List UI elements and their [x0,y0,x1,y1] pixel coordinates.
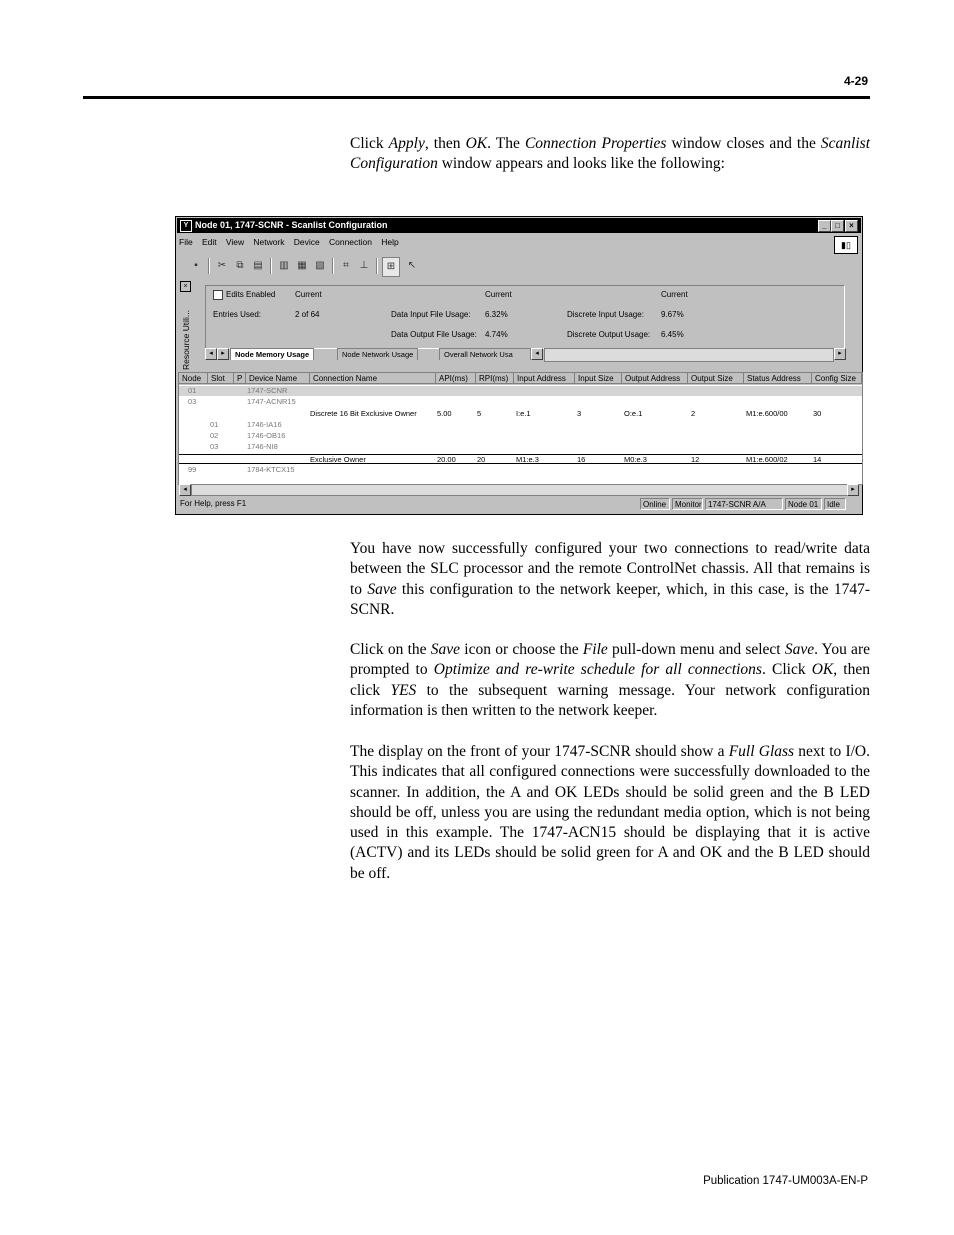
para3-ok: OK [811,661,834,679]
edits-enabled-label: Edits Enabled [226,290,276,299]
col-api[interactable]: API(ms) [436,373,476,384]
menu-network[interactable]: Network [253,237,285,247]
resource-tabs [205,348,845,360]
entries-used-label: Entries Used: [213,310,262,319]
cell-config: 30 [813,409,822,418]
toolbar-separator [208,258,210,274]
tab-overall-network-usage[interactable]: Overall Network Usa [439,348,531,360]
cell-slot: 02 [210,431,219,440]
menu-device[interactable]: Device [293,237,320,247]
data-output-value: 4.74% [485,330,508,339]
data-input-label: Data Input File Usage: [391,310,471,319]
entries-used-value: 2 of 64 [295,310,320,319]
grid-hscroll-track[interactable] [191,484,848,496]
para4-text-2: next to I/O. This indicates that all configured connections were successfully downloaded to the scanner. In addition, the A and OK LEDs should be solid green and the B LED should be off, unless you are using the redundant media option, which is not being used in this example. The 1747-ACN15 should be displaying that it is active (ACTV) and its LEDs should be solid green for A and OK and the B LED should be off. [350,743,870,882]
window-title: Node 01, 1747-SCNR - Scanlist Configuration [195,220,388,230]
para2-text-1: You have now successfully configured your two connections to read/write data between the SLC processor and the remote ControlNet chassis. All that remains is to [350,540,870,598]
discrete-output-label: Discrete Output Usage: [567,330,651,339]
col-input-address[interactable]: Input Address [514,373,575,384]
menu-bar [179,237,406,251]
para3-text-3: pull-down menu and select [607,641,785,658]
para3-text-5: . Click [761,661,812,679]
network-icon[interactable]: ⌗ [343,260,349,271]
intro-ok: OK [465,135,488,152]
menu-connection[interactable]: Connection [328,237,372,247]
status-monitor: Monitor [672,498,703,510]
cell-in-addr: M1:e.3 [516,455,539,464]
paragraph-display [350,742,870,884]
maximize-icon[interactable]: □ [831,220,844,232]
status-help: For Help, press F1 [180,499,247,508]
col-slot[interactable]: Slot [208,373,234,384]
para3-text-1: Click on the [350,641,431,658]
cell-in-size: 3 [577,409,582,418]
para4-text-1: The display on the front of your 1747-SCNR should show a [350,743,729,760]
paste-icon[interactable]: ▤ [253,260,263,271]
grid-icon[interactable]: ⊞ [382,257,400,277]
close-icon[interactable]: × [845,220,858,232]
current-header-3: Current [661,290,688,299]
upload-icon[interactable]: ▥ [279,260,289,271]
status-node: Node 01 [785,498,822,510]
discrete-input-label: Discrete Input Usage: [567,310,644,319]
help-icon[interactable]: ↖ [407,260,417,271]
cell-out-size: 2 [691,409,696,418]
page-number: 4-29 [843,74,868,88]
cell-node: 01 [188,386,197,395]
resource-close-icon[interactable]: × [180,281,191,292]
cell-config: 14 [813,455,822,464]
footer-publication: Publication 1747-UM003A-EN-P [703,1175,868,1187]
cell-slot: 01 [210,420,219,429]
data-output-label: Data Output File Usage: [391,330,477,339]
table-row[interactable] [179,465,862,475]
menu-file[interactable]: File [179,237,193,247]
scanlist-window [175,216,863,515]
cell-device: 1746-NI8 [247,442,278,451]
intro-scanlist-configuration: Scanlist Configuration [350,135,871,173]
table-row[interactable] [179,454,862,464]
cell-in-addr: I:e.1 [516,409,531,418]
copy-icon[interactable]: ⧉ [236,260,244,271]
para4-full-glass: Full Glass [728,743,795,760]
para3-optimize: Optimize and re-write schedule for all connections [433,661,762,679]
cell-device: 1746-IA16 [247,420,282,429]
table-row[interactable] [179,442,862,452]
para2-text-2: this configuration to the network keeper, which, in this case, is the 1747-SCNR. [350,580,870,618]
resource-bar [178,281,192,370]
header-rule [83,96,870,99]
para3-text-6: , then click [350,661,870,699]
status-idle: Idle [824,498,846,510]
discrete-output-value: 6.45% [661,330,684,339]
cell-node: 99 [188,465,197,474]
discrete-input-value: 9.67% [661,310,684,319]
para3-save-2: Save [784,641,815,658]
grid-scroll-left-icon[interactable]: ◂ [179,484,191,496]
scanlist-table [178,372,863,485]
module-icon: ▮▯ [834,236,858,254]
cell-out-addr: O:e.1 [624,409,643,418]
tab-scroll-right-icon[interactable]: ▸ [217,348,229,360]
tab-node-network-usage[interactable]: Node Network Usage [337,348,418,360]
tree-icon[interactable]: ⊥ [359,260,369,271]
table-row[interactable] [179,431,862,441]
cell-device: 1784-KTCX15 [247,465,295,474]
intro-text-5: window appears and looks like the following: [437,155,725,173]
para3-file: File [582,641,608,658]
cell-in-size: 16 [577,455,586,464]
current-header-1: Current [295,290,322,299]
para3-text-2: icon or choose the [460,641,583,658]
paragraph-save [350,539,870,620]
toolbar-separator [376,258,378,274]
col-status-address[interactable]: Status Address [744,373,812,384]
cell-status: M1:e.600/02 [746,455,788,464]
cell-rpi: 5 [477,409,482,418]
status-device: 1747-SCNR A/A [705,498,783,510]
cell-device: 1747-SCNR [247,386,288,395]
col-output-address[interactable]: Output Address [622,373,688,384]
edits-enabled-checkbox[interactable] [213,290,223,300]
col-connection-name[interactable]: Connection Name [310,373,436,384]
cell-api: 5.00 [437,409,452,418]
intro-text-3: . The [487,135,525,152]
verify-icon[interactable]: ▧ [315,260,325,271]
menu-edit[interactable]: Edit [201,237,217,247]
cut-icon[interactable]: ✂ [217,260,227,271]
minimize-icon[interactable]: _ [818,220,831,232]
col-rpi[interactable]: RPI(ms) [476,373,514,384]
cell-device: 1746-OB16 [247,431,286,440]
tab-node-memory-usage[interactable]: Node Memory Usage [230,348,314,360]
status-online: Online [640,498,670,510]
col-config-size[interactable]: Config Size [812,373,862,384]
intro-paragraph [350,134,870,175]
paragraph-click-save [350,640,870,721]
download-icon[interactable]: ▦ [297,260,307,271]
para3-text-7: to the subsequent warning message. Your network configuration information is then written to the network keeper. [350,681,870,719]
cell-out-addr: M0:e.3 [624,455,647,464]
tab-hscroll-track[interactable] [544,348,834,362]
status-bar [178,498,861,512]
tab-hscroll-left-icon[interactable]: ◂ [531,348,543,360]
cell-conn: Exclusive Owner [310,455,366,464]
col-device-name[interactable]: Device Name [246,373,310,384]
table-row[interactable] [179,386,862,396]
cell-device: 1747-ACNR15 [247,397,296,406]
cell-status: M1:e.600/00 [746,409,788,418]
cell-slot: 03 [210,442,219,451]
grid-scroll-right-icon[interactable]: ▸ [847,484,859,496]
para3-yes: YES [390,681,417,699]
col-node[interactable]: Node [179,373,208,384]
intro-apply: Apply [388,135,425,152]
col-p[interactable]: P [234,373,246,384]
cell-out-size: 12 [691,455,700,464]
intro-text-1: Click [350,135,389,152]
current-header-2: Current [485,290,512,299]
table-row[interactable] [179,397,862,407]
cell-rpi: 20 [477,455,486,464]
toolbar-separator [270,258,272,274]
para3-save: Save [430,641,461,658]
col-output-size[interactable]: Output Size [688,373,744,384]
window-titlebar [177,218,861,233]
table-header [179,373,862,385]
menu-view[interactable]: View [225,237,245,247]
intro-text-2: , then [424,135,466,152]
app-icon: Y [180,220,192,232]
data-input-value: 6.32% [485,310,508,319]
save-icon[interactable]: ▪ [194,260,198,271]
col-input-size[interactable]: Input Size [575,373,622,384]
table-row[interactable] [179,409,862,419]
cell-api: 20.00 [437,455,456,464]
table-row[interactable] [179,420,862,430]
para3-text-4: . You are prompted to [350,641,870,679]
tab-hscroll-right-icon[interactable]: ▸ [834,348,846,360]
menu-help[interactable]: Help [381,237,399,247]
resource-label: Resource Utili... [181,310,191,370]
resource-panel [205,285,845,349]
tab-scroll-left-icon[interactable]: ◂ [205,348,217,360]
para2-save: Save [367,580,397,598]
intro-connection-properties: Connection Properties [524,135,667,152]
cell-conn: Discrete 16 Bit Exclusive Owner [310,409,417,418]
toolbar-separator [332,258,334,274]
cell-node: 03 [188,397,197,406]
intro-text-4: window closes and the [666,135,821,152]
